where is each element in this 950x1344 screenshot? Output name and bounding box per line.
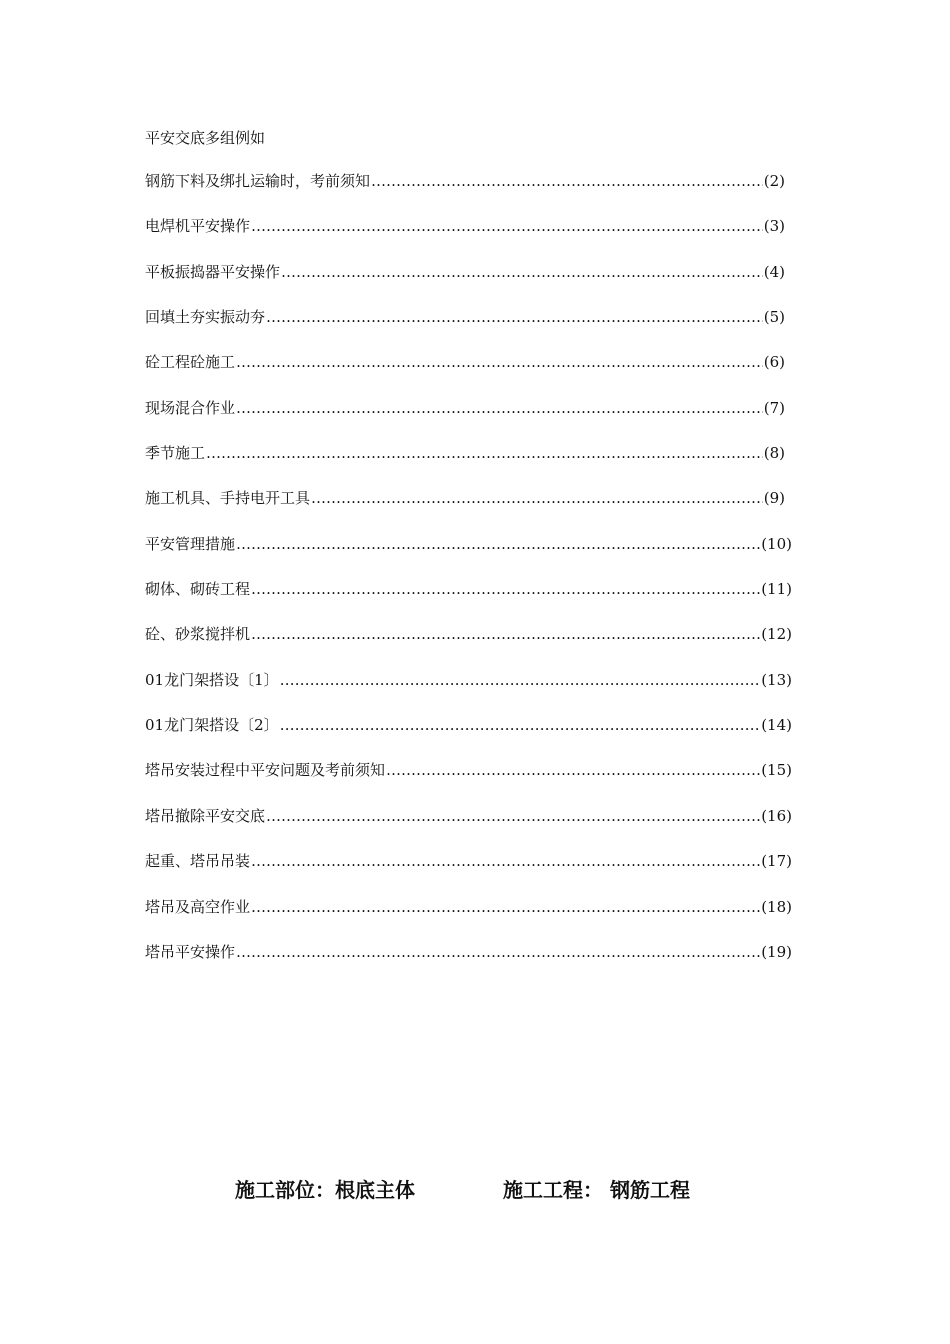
toc-entry-title: 01龙门架搭设〔1〕: [145, 670, 279, 689]
toc-entry-page: (14): [761, 716, 792, 735]
toc-entry-page: (5): [763, 308, 785, 327]
toc-entry-title: 砼、砂浆搅拌机: [145, 625, 251, 644]
toc-entry-title: 季节施工: [145, 444, 206, 463]
toc-entry-page: (15): [761, 761, 792, 780]
toc-entry-page: (17): [761, 852, 792, 871]
toc-leader-dots: [206, 443, 763, 463]
toc-entry-page: (2): [763, 172, 785, 190]
table-of-contents: [145, 171, 805, 987]
toc-entry-page: (8): [763, 444, 785, 463]
toc-entry-title: 回填土夯实振动夯: [145, 308, 266, 327]
toc-entry[interactable]: [145, 352, 785, 397]
toc-leader-dots: [236, 398, 763, 418]
toc-leader-dots: [236, 352, 763, 372]
toc-entry-title: 01龙门架搭设〔2〕: [145, 716, 279, 735]
toc-heading: 平安交底多组例如: [145, 129, 266, 147]
toc-leader-dots: [266, 806, 760, 826]
toc-leader-dots: [236, 534, 760, 554]
toc-entry-page: (7): [763, 398, 785, 417]
toc-leader-dots: [280, 670, 761, 690]
toc-entry-title: 砼工程砼施工: [145, 353, 236, 372]
toc-entry-page: (10): [761, 534, 792, 553]
toc-entry[interactable]: [145, 624, 792, 669]
toc-entry-title: 起重、塔吊吊装: [145, 852, 251, 871]
toc-leader-dots: [251, 579, 760, 599]
toc-entry[interactable]: [145, 534, 792, 579]
toc-entry[interactable]: [145, 488, 785, 533]
toc-leader-dots: [266, 307, 763, 327]
toc-entry[interactable]: [145, 670, 792, 715]
toc-leader-dots: [236, 942, 760, 962]
construction-project: 施工工程： 钢筋工程: [503, 1178, 690, 1202]
toc-entry[interactable]: [145, 942, 792, 987]
toc-entry[interactable]: [145, 851, 792, 896]
toc-entry-title: 施工机具、手持电开工具: [145, 489, 311, 508]
toc-entry-page: (3): [763, 217, 785, 236]
toc-entry-title: 平板振捣器平安操作: [145, 262, 281, 281]
toc-entry[interactable]: [145, 443, 785, 488]
toc-entry[interactable]: [145, 897, 792, 942]
toc-entry-page: (19): [761, 942, 792, 961]
toc-entry[interactable]: [145, 579, 792, 624]
toc-entry-title: 塔吊撤除平安交底: [145, 806, 266, 825]
toc-entry-title: 塔吊平安操作: [145, 942, 236, 961]
toc-entry[interactable]: [145, 171, 785, 216]
toc-entry-title: 塔吊及高空作业: [145, 897, 251, 916]
toc-entry-title: 塔吊安装过程中平安问题及考前须知: [145, 761, 386, 780]
toc-entry-page: (11): [761, 580, 792, 599]
toc-entry-title: 砌体、砌砖工程: [145, 580, 251, 599]
construction-location: 施工部位：根底主体: [235, 1178, 415, 1202]
toc-entry-title: 钢筋下料及绑扎运输时，考前须知: [145, 172, 371, 190]
toc-leader-dots: [281, 262, 763, 282]
toc-entry-page: (13): [761, 670, 792, 689]
toc-entry-title: 现场混合作业: [145, 398, 236, 417]
toc-entry-page: (18): [761, 897, 792, 916]
toc-leader-dots: [371, 171, 763, 191]
toc-entry-title: 电焊机平安操作: [145, 217, 251, 236]
toc-entry[interactable]: [145, 760, 792, 805]
toc-entry-page: (6): [763, 353, 785, 372]
toc-entry-page: (16): [761, 806, 792, 825]
toc-leader-dots: [251, 897, 760, 917]
toc-entry[interactable]: [145, 715, 792, 760]
toc-leader-dots: [280, 715, 761, 735]
toc-leader-dots: [251, 851, 760, 871]
toc-entry-page: (4): [763, 262, 785, 281]
toc-leader-dots: [386, 760, 760, 780]
toc-leader-dots: [311, 488, 763, 508]
toc-leader-dots: [251, 624, 760, 644]
toc-entry[interactable]: [145, 806, 792, 851]
toc-entry[interactable]: [145, 216, 785, 261]
toc-entry-title: 平安管理措施: [145, 534, 236, 553]
footer-info: [0, 1175, 950, 1205]
toc-entry[interactable]: [145, 398, 785, 443]
toc-entry-page: (12): [761, 625, 792, 644]
toc-entry-page: (9): [763, 489, 785, 508]
toc-leader-dots: [251, 216, 763, 236]
toc-entry[interactable]: [145, 262, 785, 307]
toc-entry[interactable]: [145, 307, 785, 352]
